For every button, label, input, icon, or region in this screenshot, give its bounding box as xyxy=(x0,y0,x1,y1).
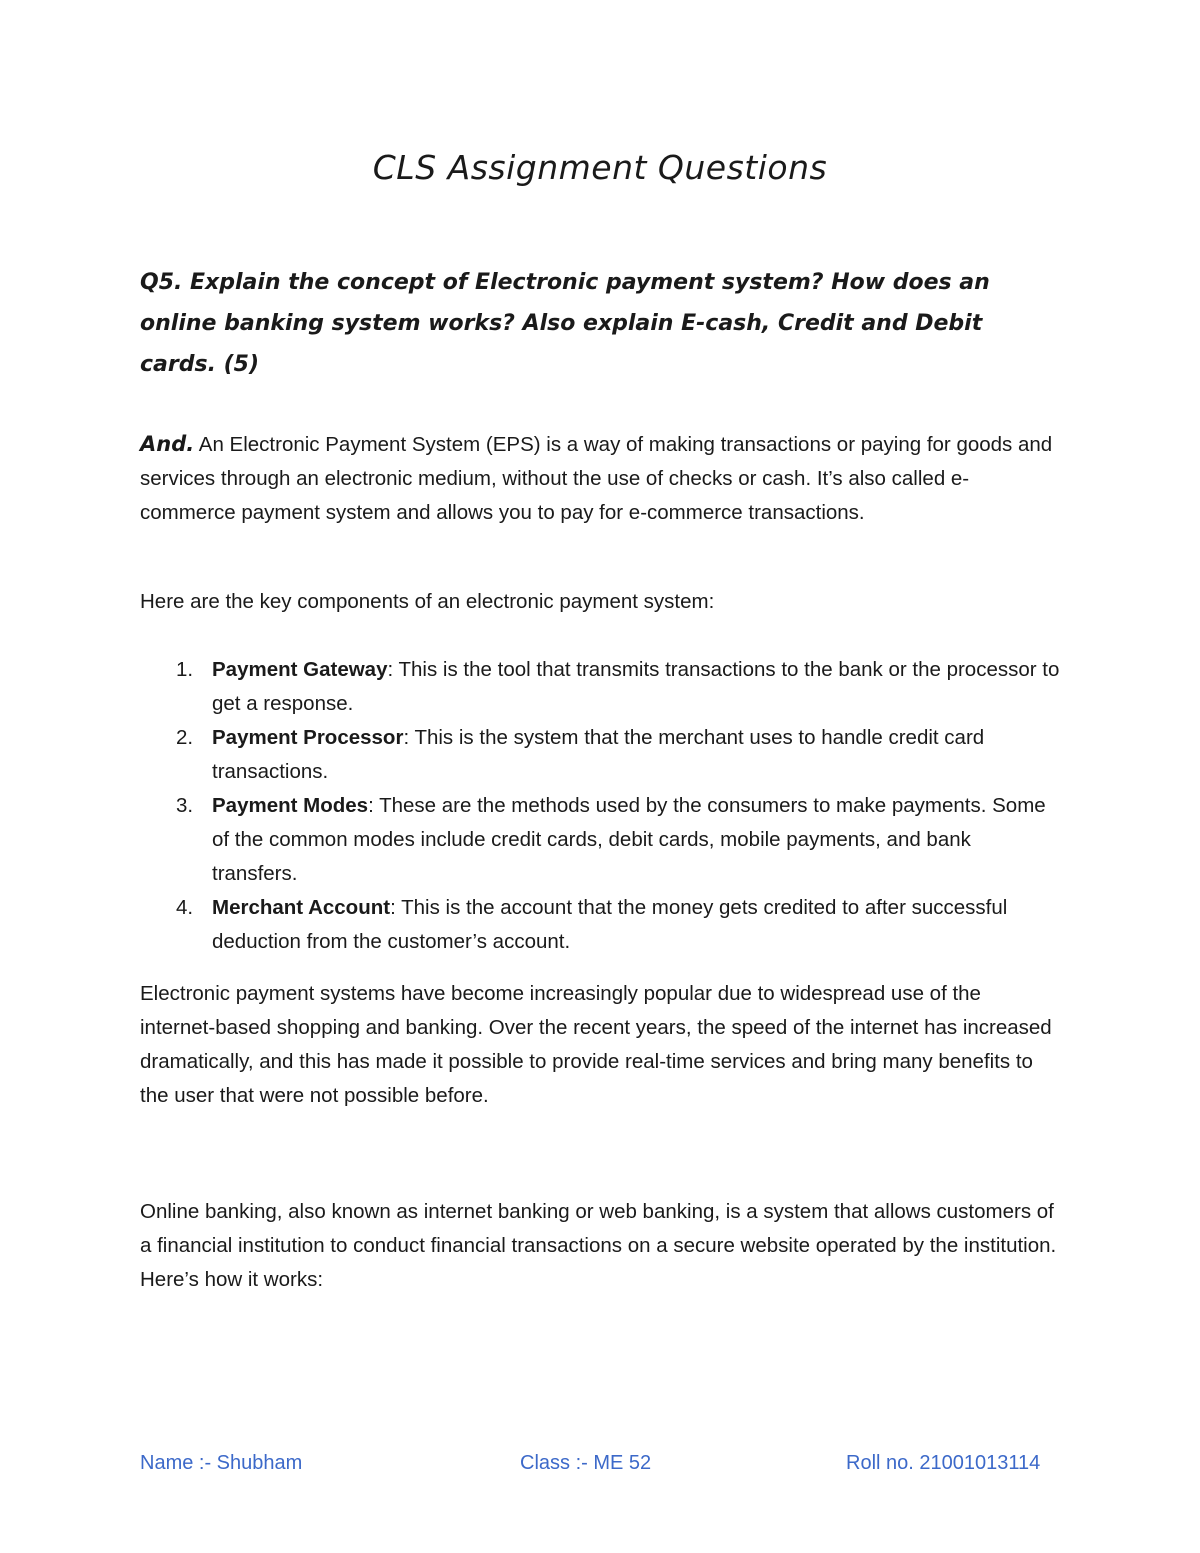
answer-paragraph xyxy=(140,427,1060,530)
answer-text: An Electronic Payment System (EPS) is a way of making transactions or paying for goods and services through an electronic medium, without the use of checks or cash. It’s also called e-commerce payment system and allows you to pay for e-commerce transactions. xyxy=(140,433,1053,524)
list-item xyxy=(140,721,1060,789)
list-item xyxy=(140,891,1060,959)
component-description: : This is the account that the money gets credited to after successful deduction from the customer’s account. xyxy=(212,896,1008,953)
popularity-paragraph: Electronic payment systems have become increasingly popular due to widespread use of the internet-based shopping and banking. Over the recent years, the speed of the internet has increased dramatically, and this has made it possible to provide real-time services and bring many benefits to the user that were not possible before. xyxy=(140,982,1052,1107)
question-text: Q5. Explain the concept of Electronic payment system? How does an online banking system works? Also explain E-cash, Credit and Debit cards. (5) xyxy=(140,270,990,377)
component-description: : This is the tool that transmits transactions to the bank or the processor to get a response. xyxy=(212,658,1060,715)
footer-roll-number: Roll no. 21001013114 xyxy=(846,1452,1041,1474)
list-item-number: 4. xyxy=(176,896,194,919)
list-item-number: 3. xyxy=(176,794,194,817)
online-banking-paragraph: Online banking, also known as internet banking or web banking, is a system that allows customers of a financial institution to conduct financial transactions on a secure website operated by the institution. Here’s how it works: xyxy=(140,1200,1057,1291)
list-item-number: 2. xyxy=(176,726,194,749)
answer-label: And. xyxy=(140,432,195,456)
component-term: Merchant Account xyxy=(212,896,391,919)
components-list xyxy=(140,653,1060,959)
list-item xyxy=(140,653,1060,721)
components-intro: Here are the key components of an electronic payment system: xyxy=(140,590,715,613)
component-description: : This is the system that the merchant uses to handle credit card transactions. xyxy=(212,726,985,783)
footer-class: Class :- ME 52 xyxy=(520,1452,652,1474)
list-item-number: 1. xyxy=(176,658,194,681)
list-item xyxy=(140,789,1060,891)
component-term: Payment Processor xyxy=(212,726,404,749)
page-title: CLS Assignment Questions xyxy=(372,148,828,187)
page-footer xyxy=(0,1452,1200,1486)
footer-name: Name :- Shubham xyxy=(140,1452,303,1474)
component-description: : These are the methods used by the consumers to make payments. Some of the common modes include credit cards, debit cards, mobile payments, and bank transfers. xyxy=(212,794,1046,885)
component-term: Payment Gateway xyxy=(212,658,388,681)
component-term: Payment Modes xyxy=(212,794,369,817)
